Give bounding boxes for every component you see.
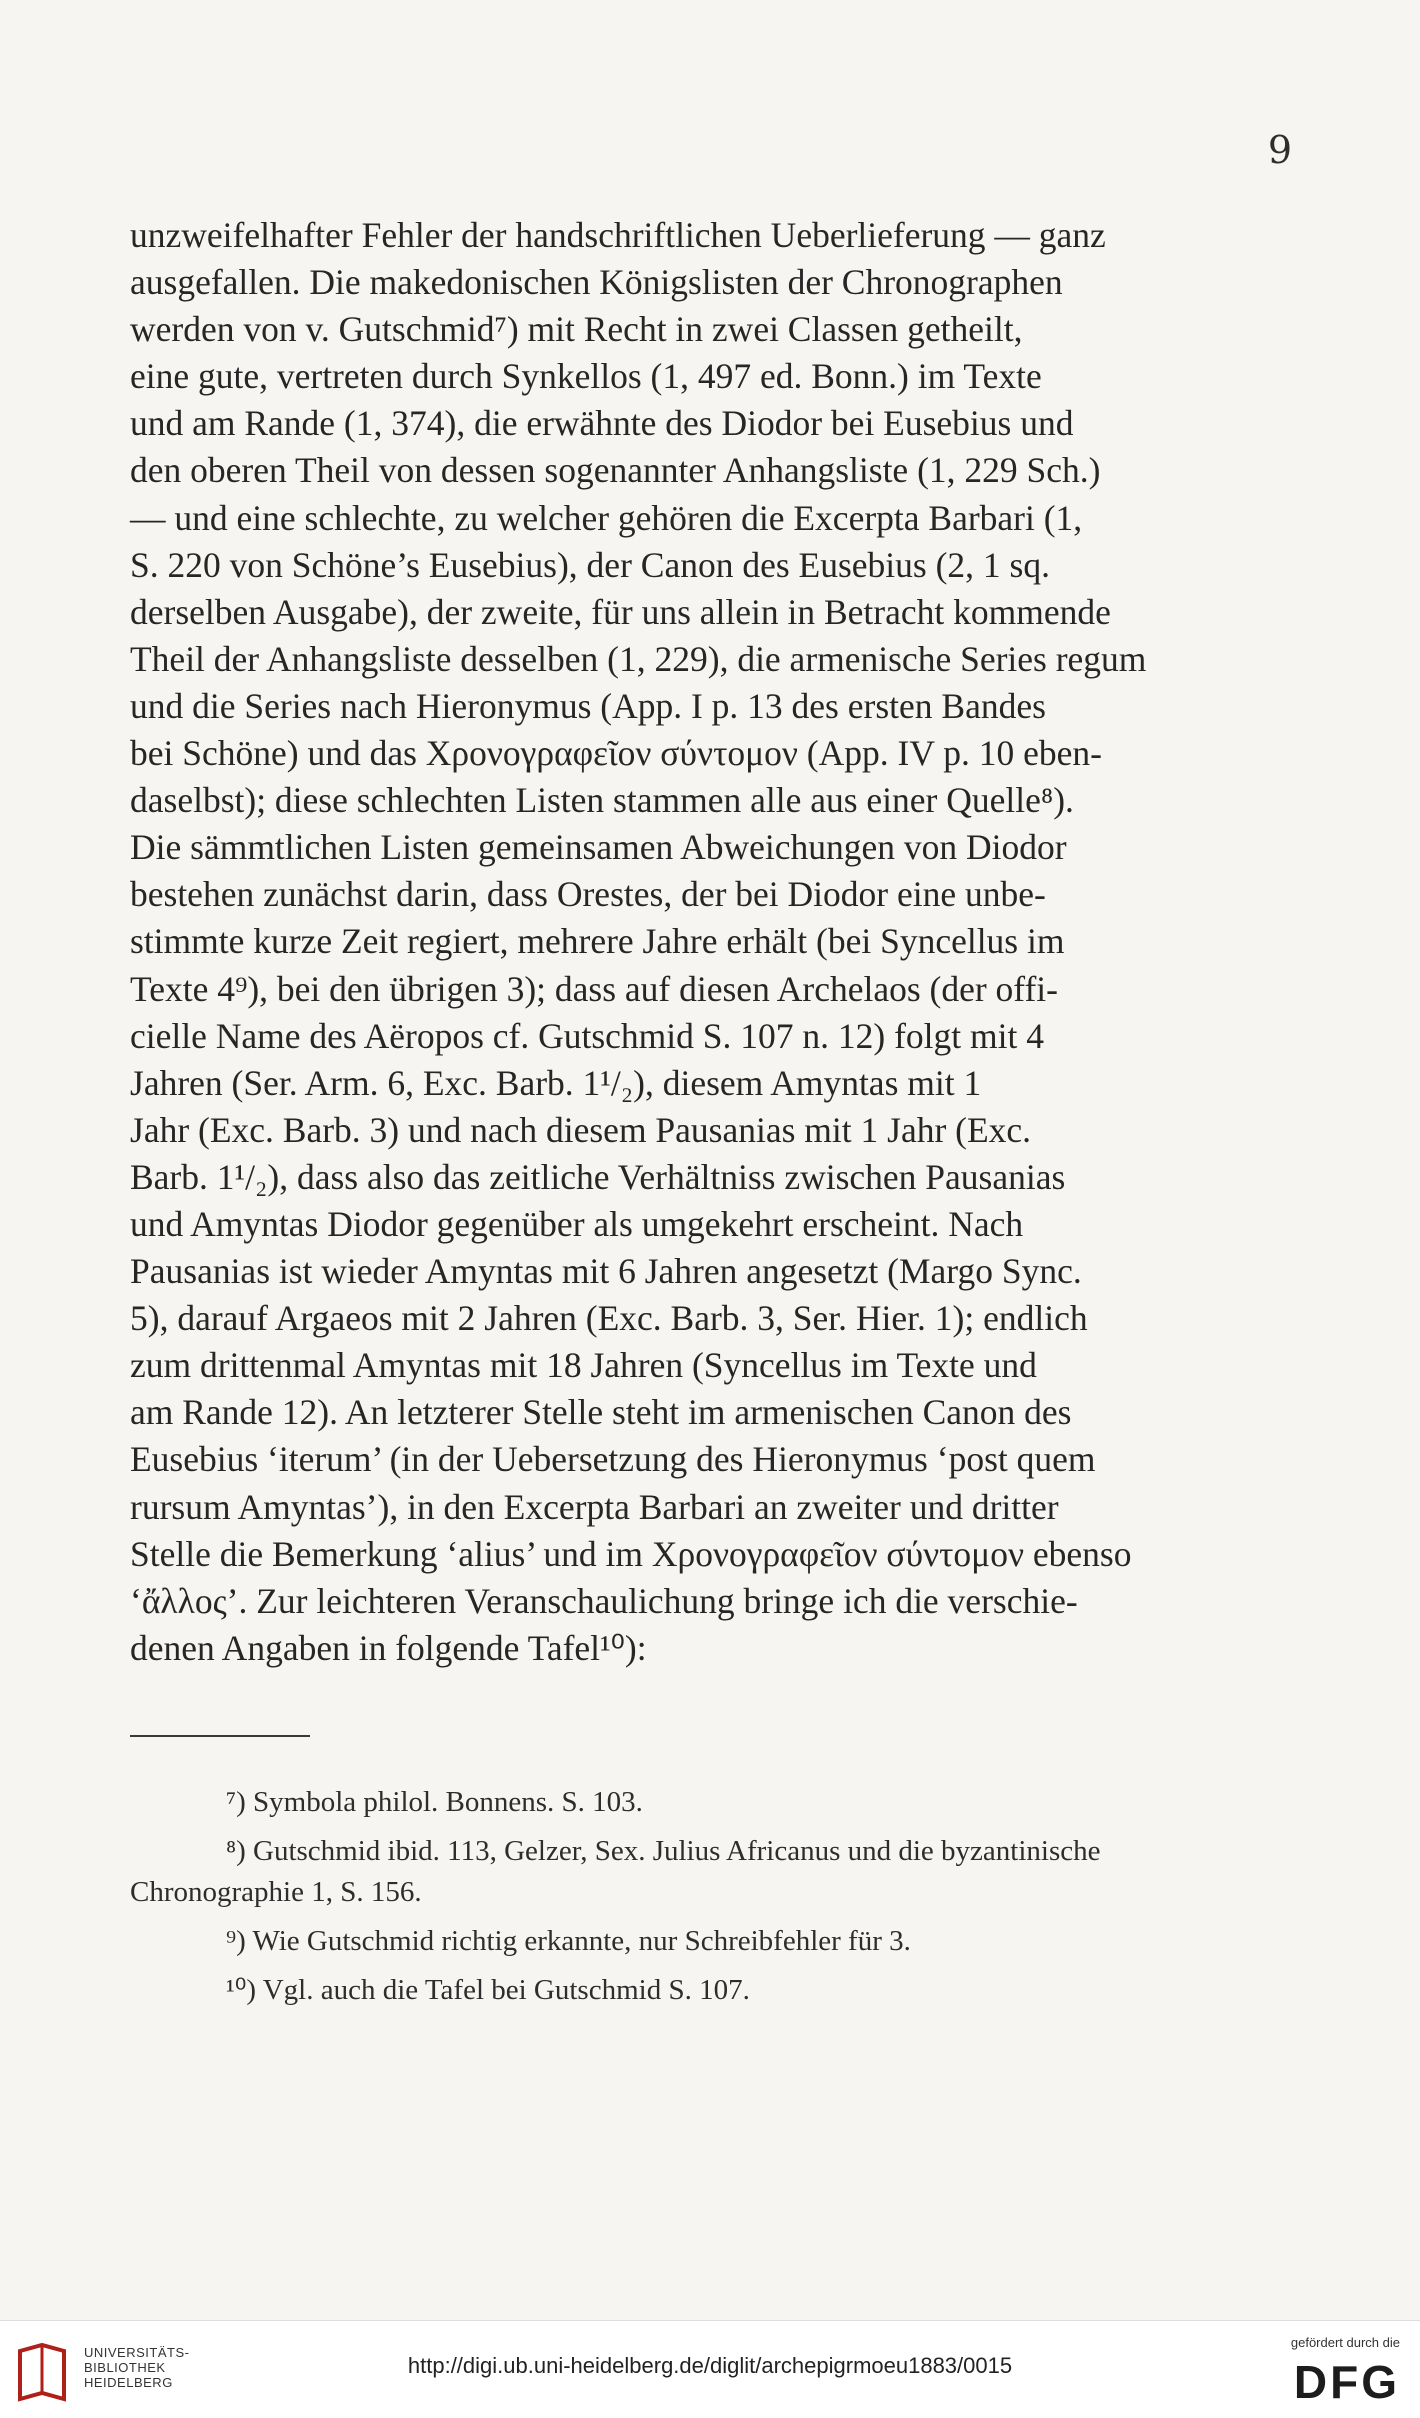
body-line: eine gute, vertreten durch Synkellos (1, 497 ed. Bonn.) im Texte xyxy=(130,356,1042,397)
body-line: daselbst); diese schlechten Listen stammen alle aus einer Quelle⁸). xyxy=(130,780,1074,821)
body-line: Eusebius ‘iterum’ (in der Uebersetzung des Hieronymus ‘post quem xyxy=(130,1439,1096,1480)
body-line: und am Rande (1, 374), die erwähnte des Diodor bei Eusebius und xyxy=(130,403,1074,444)
body-line: Jahren (Ser. Arm. 6, Exc. Barb. 1¹/₂), diesem Amyntas mit 1 xyxy=(130,1062,982,1103)
body-line: 5), darauf Argaeos mit 2 Jahren (Exc. Barb. 3, Ser. Hier. 1); endlich xyxy=(130,1298,1088,1339)
body-line: derselben Ausgabe), der zweite, für uns allein in Betracht kommende xyxy=(130,591,1111,632)
body-text xyxy=(130,212,1292,1672)
source-url-link[interactable]: http://digi.ub.uni-heidelberg.de/diglit/archepigrmoeu1883/0015 xyxy=(407,2353,1013,2378)
body-line: den oberen Theil von dessen sogenannter Anhangsliste (1, 229 Sch.) xyxy=(130,450,1101,491)
body-line: unzweifelhafter Fehler der handschriftlichen Ueberlieferung — ganz xyxy=(130,215,1106,255)
body-line: — und eine schlechte, zu welcher gehören die Excerpta Barbari (1, xyxy=(130,497,1083,538)
footnote-10: ¹⁰) Vgl. auch die Tafel bei Gutschmid S. 107. xyxy=(226,1974,750,2006)
library-name-line: HEIDELBERG xyxy=(84,2375,173,2390)
footnote-8-continuation: Chronographie 1, S. 156. xyxy=(130,1876,422,1908)
library-name-line: UNIVERSITÄTS- xyxy=(84,2345,190,2360)
dfg-logo: DFG xyxy=(1293,2356,1400,2408)
body-line: zum drittenmal Amyntas mit 18 Jahren (Syncellus im Texte und xyxy=(130,1345,1037,1386)
footnote-9: ⁹) Wie Gutschmid richtig erkannte, nur Schreibfehler für 3. xyxy=(226,1925,911,1957)
body-line: denen Angaben in folgende Tafel¹⁰): xyxy=(130,1627,647,1668)
body-line: Texte 4⁹), bei den übrigen 3); dass auf diesen Archelaos (der offi- xyxy=(130,968,1058,1009)
body-line: Stelle die Bemerkung ‘alius’ und im Χρονογραφεῖον σύντομον ebenso xyxy=(130,1533,1132,1574)
body-line: ‘ἄλλος’. Zur leichteren Veranschaulichung bringe ich die verschie- xyxy=(130,1580,1078,1621)
body-line: und Amyntas Diodor gegenüber als umgekehrt erscheint. Nach xyxy=(130,1203,1024,1244)
footnote-divider xyxy=(130,1735,310,1737)
body-line: Jahr (Exc. Barb. 3) und nach diesem Pausanias mit 1 Jahr (Exc. xyxy=(130,1109,1032,1150)
footnotes xyxy=(130,1782,1292,2019)
viewer-footer xyxy=(0,2320,1420,2418)
body-line: stimmte kurze Zeit regiert, mehrere Jahre erhält (bei Syncellus im xyxy=(130,921,1065,962)
funded-by-label: gefördert durch die xyxy=(1290,2335,1400,2350)
body-line: rursum Amyntas’), in den Excerpta Barbari an zweiter und dritter xyxy=(130,1486,1059,1527)
body-line: bei Schöne) und das Χρονογραφεῖον σύντομον (App. IV p. 10 eben- xyxy=(130,733,1102,774)
body-line: am Rande 12). An letzterer Stelle steht im armenischen Canon des xyxy=(130,1392,1072,1433)
footnote-7: ⁷) Symbola philol. Bonnens. S. 103. xyxy=(226,1786,643,1818)
body-line: werden von v. Gutschmid⁷) mit Recht in zwei Classen getheilt, xyxy=(130,309,1023,350)
footnote-8: ⁸) Gutschmid ibid. 113, Gelzer, Sex. Julius Africanus und die byzantinische xyxy=(226,1835,1101,1867)
body-line: cielle Name des Aëropos cf. Gutschmid S. 107 n. 12) folgt mit 4 xyxy=(130,1015,1044,1056)
body-line: bestehen zunächst darin, dass Orestes, der bei Diodor eine unbe- xyxy=(130,874,1046,915)
body-line: Pausanias ist wieder Amyntas mit 6 Jahren angesetzt (Margo Sync. xyxy=(130,1251,1082,1292)
page-number: 9 xyxy=(1267,128,1292,172)
body-line: ausgefallen. Die makedonischen Königslisten der Chronographen xyxy=(130,262,1063,303)
body-line: Barb. 1¹/₂), dass also das zeitliche Verhältniss zwischen Pausanias xyxy=(130,1156,1066,1197)
body-line: Theil der Anhangsliste desselben (1, 229), die armenische Series regum xyxy=(130,638,1147,679)
library-name-line: BIBLIOTHEK xyxy=(84,2360,166,2375)
body-line: S. 220 von Schöne’s Eusebius), der Canon des Eusebius (2, 1 sq. xyxy=(130,544,1050,585)
body-line: und die Series nach Hieronymus (App. I p. 13 des ersten Bandes xyxy=(130,685,1046,726)
body-line: Die sämmtlichen Listen gemeinsamen Abweichungen von Diodor xyxy=(130,827,1067,868)
